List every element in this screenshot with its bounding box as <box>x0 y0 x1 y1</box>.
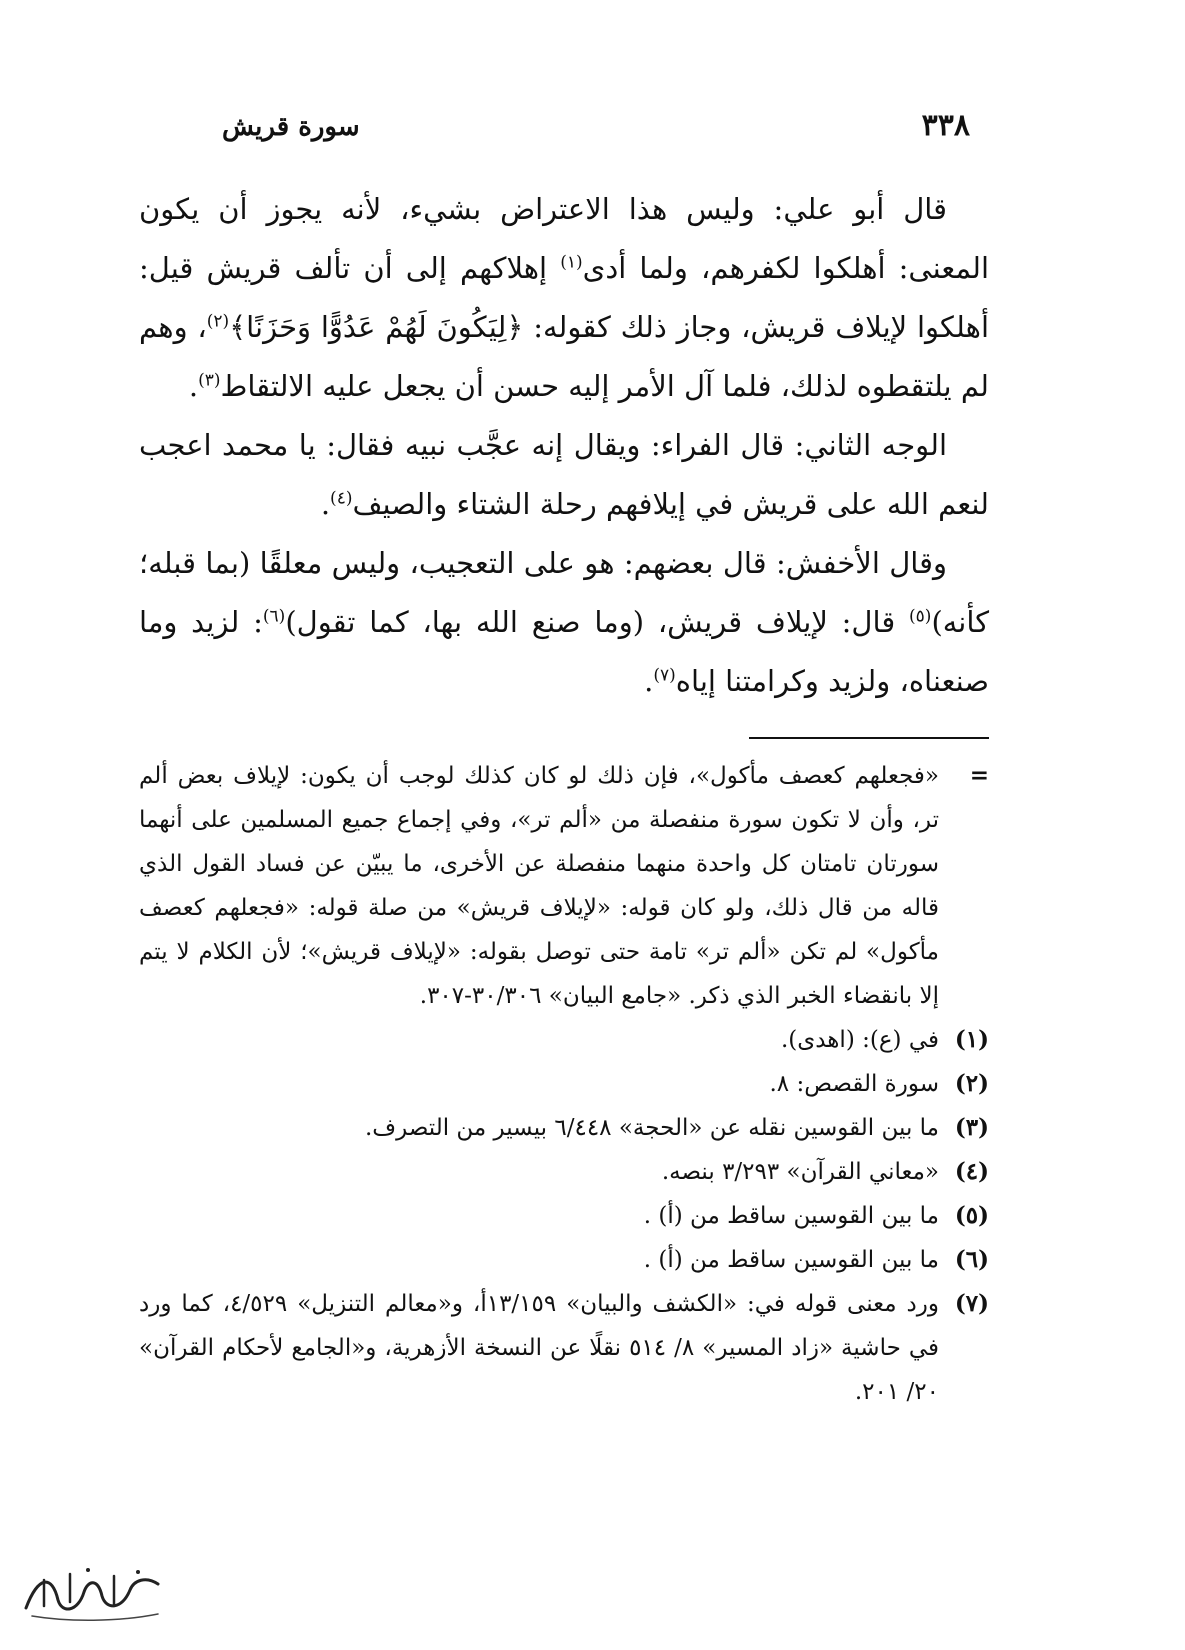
paragraph-3-text-a: وقال الأخفش: قال بعضهم: هو على التعجيب، وليس معلقًا (بما قبله؛ كأنه) <box>139 546 990 639</box>
footnote-text: ما بين القوسين نقله عن «الحجة» ٦/٤٤٨ بيسير من التصرف. <box>364 1115 939 1141</box>
paragraph-3-text-b: قال: لإيلاف قريش، (وما صنع الله بها، كما تقول) <box>285 605 910 639</box>
footnote-marker: (٥) <box>954 1202 989 1229</box>
footnote-1 <box>139 1018 989 1062</box>
main-text <box>139 180 989 711</box>
footnote-text: ما بين القوسين ساقط من (أ) . <box>643 1247 939 1273</box>
footnote-marker: (٢) <box>954 1070 989 1097</box>
footnote-text: ورد معنى قوله في: «الكشف والبيان» ١٣/١٥٩أ، و«معالم التنزيل» ٤/٥٢٩، كما ورد في حاشية «زاد المسير» ٨/ ٥١٤ نقلًا عن النسخة الأزهرية، و«الجامع لأحكام القرآن» ٢٠/ ٢٠١. <box>139 1291 939 1405</box>
paragraph-1-text-a: قال أبو علي: وليس هذا الاعتراض بشيء، لأنه يجوز أن يكون المعنى: أهلكوا لكفرهم، ولما أدى <box>139 192 990 285</box>
footnote-text: سورة القصص: ٨. <box>769 1071 939 1097</box>
footnote-marker: = <box>969 762 989 789</box>
watermark-logo <box>18 1562 168 1626</box>
watermark-logo-graphic <box>18 1562 168 1626</box>
footnote-marker: (١) <box>954 1026 989 1053</box>
paragraph-3-text-c: : لزيد وما صنعناه، ولزيد وكرامتنا إياه <box>139 605 989 698</box>
paragraph-2-text-a: الوجه الثاني: قال الفراء: ويقال إنه عجَّب نبيه فقال: يا محمد اعجب لنعم الله على قريش في إيلافهم رحلة الشتاء والصيف <box>139 428 989 521</box>
footnote-text: «فجعلهم كعصف مأكول»، فإن ذلك لو كان كذلك لوجب أن يكون: لإيلاف بعض ألم تر، وأن لا تكون سورة منفصلة من «ألم تر»، وفي إجماع جميع المسلمين على أنهما سورتان تامتان كل واحدة منهما منفصلة عن الأخرى، ما يبيّن عن فساد القول الذي قاله من قال ذلك، ولو كان قوله: «لإيلاف قريش» من صلة قوله: «فجعلهم كعصف مأكول» لم تكن «ألم تر» تامة حتى توصل بقوله: «لإيلاف قريش»؛ لأن الكلام لا يتم إلا بانقضاء الخبر الذي ذكر. «جامع البيان» ٣٠/٣٠٦-٣٠٧. <box>139 763 939 1009</box>
footnote-text: ما بين القوسين ساقط من (أ) . <box>643 1203 939 1229</box>
footnote-separator <box>749 737 989 739</box>
footnote-4 <box>139 1150 989 1194</box>
footnote-6 <box>139 1238 989 1282</box>
paragraph-2 <box>139 416 989 534</box>
footnote-marker: (٧) <box>954 1290 989 1317</box>
paragraph-1-text-d: . <box>188 369 199 403</box>
running-title: سورة قريش <box>222 112 360 142</box>
footnote-marker: (٤) <box>954 1158 989 1185</box>
footnote-marker: (٦) <box>954 1246 989 1273</box>
footnote-text: في (ع): (اهدى). <box>780 1027 939 1053</box>
footnote-continued <box>139 754 989 1018</box>
footnote-ref-6[interactable]: (٦) <box>262 606 286 627</box>
page-number: ٣٣٨ <box>921 108 970 143</box>
footnote-ref-1[interactable]: (١) <box>560 252 583 273</box>
footnote-2 <box>139 1062 989 1106</box>
paragraph-3 <box>139 534 989 711</box>
footnote-text: «معاني القرآن» ٣/٢٩٣ بنصه. <box>661 1159 939 1185</box>
paragraph-1-text-b: إهلاكهم إلى أن تألف قريش قيل: أهلكوا لإيلاف قريش، وجاز ذلك كقوله: <box>139 251 989 344</box>
footnote-ref-5[interactable]: (٥) <box>909 606 932 627</box>
footnote-3 <box>139 1106 989 1150</box>
footnote-ref-4[interactable]: (٤) <box>330 488 353 509</box>
paragraph-1 <box>139 180 989 416</box>
footnote-ref-2[interactable]: (٢) <box>206 311 230 332</box>
footnote-5 <box>139 1194 989 1238</box>
quran-verse: ﴿لِيَكُونَ لَهُمْ عَدُوًّا وَحَزَنًا﴾ <box>229 310 524 344</box>
footnote-ref-3[interactable]: (٣) <box>198 370 221 391</box>
paragraph-3-text-d: . <box>644 664 654 698</box>
footnote-7 <box>139 1282 989 1414</box>
footnotes <box>139 754 989 1414</box>
paragraph-1-text-c: ، وهم لم يلتقطوه لذلك، فلما آل الأمر إليه حسن أن يجعل عليه الالتقاط <box>139 310 989 403</box>
footnote-marker: (٣) <box>954 1114 989 1141</box>
paragraph-2-text-b: . <box>320 487 331 521</box>
footnote-ref-7[interactable]: (٧) <box>653 665 676 686</box>
